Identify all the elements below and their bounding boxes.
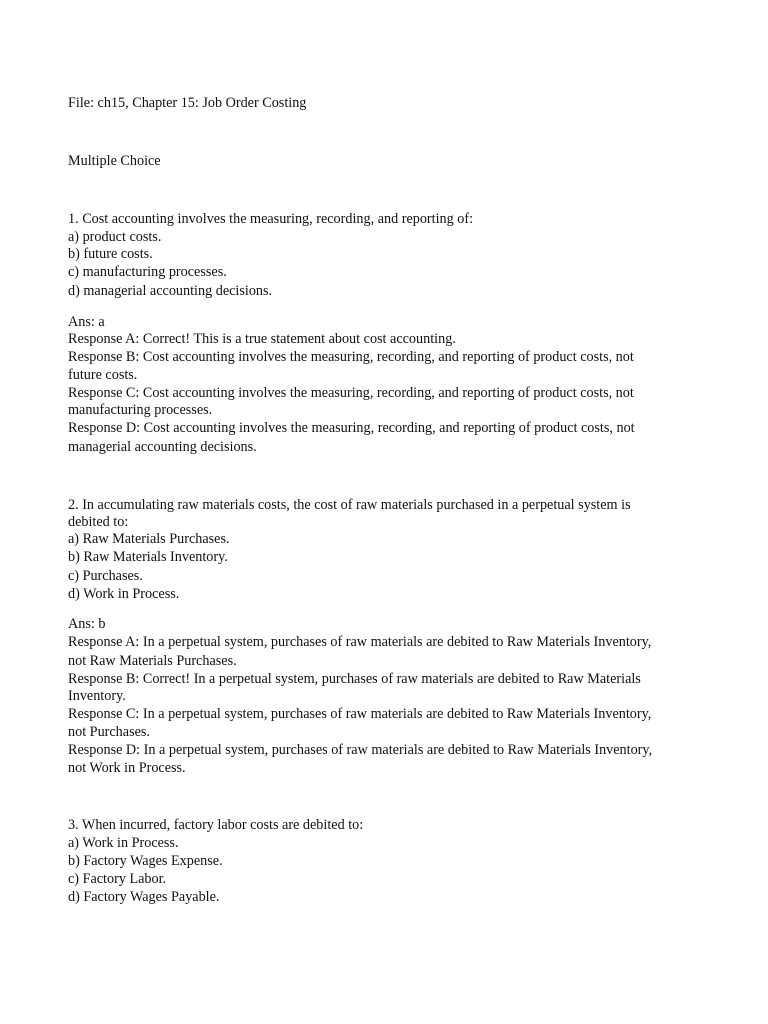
question-1-response-b: Response B: Cost accounting involves the measuring, recording, and reporting of product costs, not [68,349,634,365]
file-header: File: ch15, Chapter 15: Job Order Costing [68,95,307,111]
question-3-stem: 3. When incurred, factory labor costs are debited to: [68,817,364,833]
question-2-response-b-cont: Inventory. [68,688,126,704]
question-2-response-c: Response C: In a perpetual system, purchases of raw materials are debited to Raw Materials Inventory, [68,706,652,722]
question-2-response-d-cont: not Work in Process. [68,760,186,776]
question-1-response-b-cont: future costs. [68,367,138,383]
question-2-option-c: c) Purchases. [68,568,143,584]
question-1-response-c: Response C: Cost accounting involves the measuring, recording, and reporting of product costs, not [68,385,634,401]
question-2-response-c-cont: not Purchases. [68,724,150,740]
question-2-response-b: Response B: Correct! In a perpetual system, purchases of raw materials are debited to Raw Materials [68,671,641,687]
question-1-response-c-cont: manufacturing processes. [68,402,213,418]
question-1-option-c: c) manufacturing processes. [68,264,227,280]
question-2-answer: Ans: b [68,616,106,632]
question-1-stem: 1. Cost accounting involves the measuring, recording, and reporting of: [68,211,474,227]
section-title: Multiple Choice [68,153,161,169]
question-2-response-a-cont: not Raw Materials Purchases. [68,653,237,669]
question-2-option-d: d) Work in Process. [68,586,180,602]
question-3-option-a: a) Work in Process. [68,835,179,851]
question-1-option-a: a) product costs. [68,229,162,245]
question-2-response-d: Response D: In a perpetual system, purchases of raw materials are debited to Raw Materials Inventory, [68,742,653,758]
question-2-stem-cont: debited to: [68,514,129,530]
question-2-option-a: a) Raw Materials Purchases. [68,531,230,547]
question-3-option-d: d) Factory Wages Payable. [68,889,220,905]
question-1-response-d-cont: managerial accounting decisions. [68,439,257,455]
question-1-answer: Ans: a [68,314,105,330]
question-1-response-d: Response D: Cost accounting involves the measuring, recording, and reporting of product costs, not [68,420,635,436]
question-1-option-b: b) future costs. [68,246,153,262]
question-1-response-a: Response A: Correct! This is a true statement about cost accounting. [68,331,456,347]
question-2-option-b: b) Raw Materials Inventory. [68,549,228,565]
question-1-option-d: d) managerial accounting decisions. [68,283,273,299]
question-2-stem: 2. In accumulating raw materials costs, the cost of raw materials purchased in a perpetual system is [68,497,631,513]
question-2-response-a: Response A: In a perpetual system, purchases of raw materials are debited to Raw Materials Inventory, [68,634,652,650]
question-3-option-c: c) Factory Labor. [68,871,167,887]
question-3-option-b: b) Factory Wages Expense. [68,853,223,869]
